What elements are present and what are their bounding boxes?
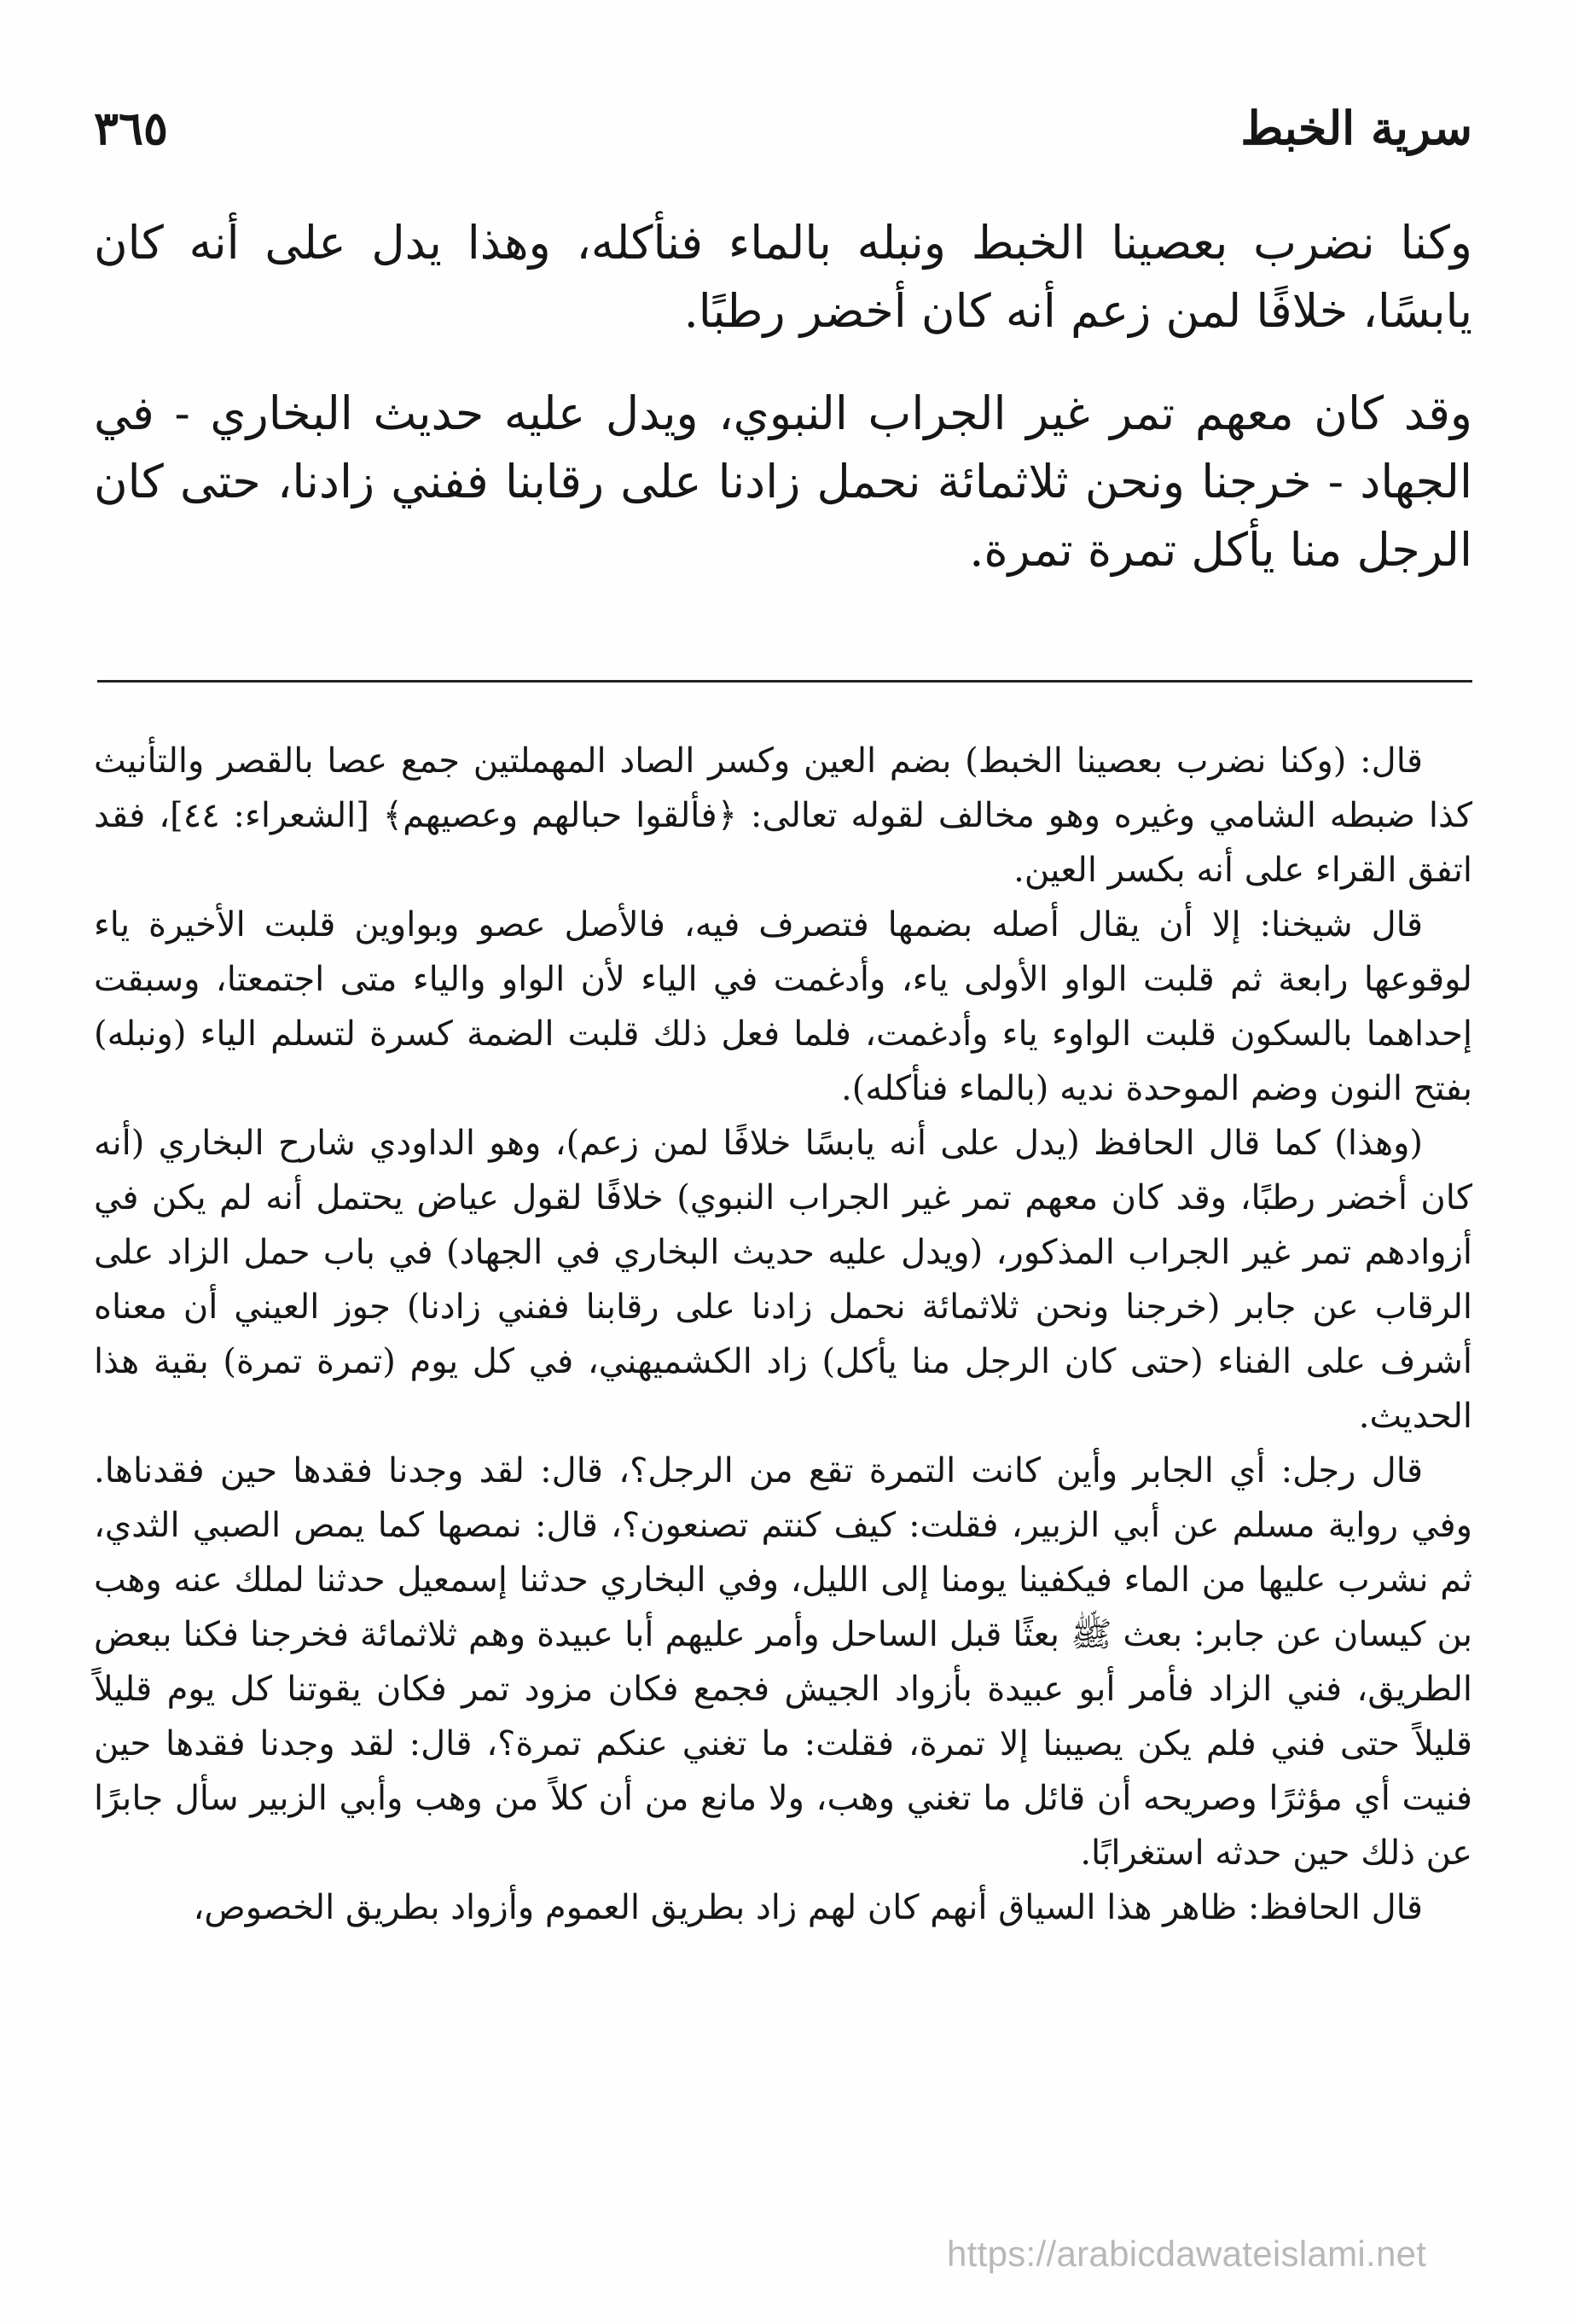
watermark-url: https://arabicdawateislami.net bbox=[947, 2234, 1427, 2274]
commentary-section bbox=[94, 734, 1472, 1935]
commentary-paragraph-2: قال شيخنا: إلا أن يقال أصله بضمها فتصرف فيه، فالأصل عصو وبواوين قلبت الأخيرة ياء لوقوعها رابعة ثم قلبت الواو الأولى ياء، وأدغمت في الياء لأن الواو والياء متى اجتمعتا، وسبقت إحداهما بالسكون قلبت الواوء ياء وأدغمت، فلما فعل ذلك قلبت الضمة كسرة لتسلم الياء (ونبله) بفتح النون وضم الموحدة نديه (بالماء فنأكله). bbox=[94, 905, 1472, 1108]
commentary-paragraph-4: قال رجل: أي الجابر وأين كانت التمرة تقع من الرجل؟، قال: لقد وجدنا فقدها حين فقدناها. وفي رواية مسلم عن أبي الزبير، فقلت: كيف كنتم تصنعون؟، قال: نمصها كما يمص الصبي الثدي، ثم نشرب عليها من الماء فيكفينا يومنا إلى الليل، وفي البخاري حدثنا إسمعيل حدثنا لملك عنه وهب بن كيسان عن جابر: بعث ﷺ بعثًا قبل الساحل وأمر عليهم أبا عبيدة وهم ثلاثمائة فخرجنا فكنا ببعض الطريق، فني الزاد فأمر أبو عبيدة بأزواد الجيش فجمع فكان مزود تمر فكان يقوتنا كل يوم قليلاً قليلاً حتى فني فلم يكن يصيبنا إلا تمرة، فقلت: ما تغني عنكم تمرة؟، قال: لقد وجدنا فقدها حين فنيت أي مؤثرًا وصريحه أن قائل ما تغني وهب، ولا مانع من أن كلاً من وهب وأبي الزبير سأل جابرًا عن ذلك حين حدثه استغرابًا. bbox=[94, 1451, 1473, 1873]
footnote-separator-line bbox=[97, 680, 1472, 683]
page-header bbox=[94, 94, 1472, 171]
running-title: سرية الخبط bbox=[1240, 101, 1472, 155]
main-paragraph-2: وقد كان معهم تمر غير الجراب النبوي، ويدل عليه حديث البخاري - في الجهاد - خرجنا ونحن ثلاثمائة نحمل زادنا على رقابنا ففني زادنا، حتى كان الرجل منا يأكل تمرة تمرة. bbox=[94, 386, 1472, 577]
commentary-paragraph-5: قال الحافظ: ظاهر هذا السياق أنهم كان لهم زاد بطريق العموم وأزواد بطريق الخصوص، bbox=[193, 1888, 1423, 1927]
page-number: ٣٦٥ bbox=[94, 101, 169, 155]
commentary-paragraph-1: قال: (وكنا نضرب بعصينا الخبط) بضم العين وكسر الصاد المهملتين جمع عصا بالقصر والتأنيث كذا ضبطه الشامي وغيره وهو مخالف لقوله تعالى: ﴿فألقوا حبالهم وعصيهم﴾ [الشعراء: ٤٤]، فقد اتفق القراء على أنه بكسر العين. bbox=[94, 741, 1472, 890]
commentary-paragraph-3: (وهذا) كما قال الحافظ (يدل على أنه يابسًا خلافًا لمن زعم)، وهو الداودي شارح البخاري (أنه كان أخضر رطبًا، وقد كان معهم تمر غير الجراب النبوي) خلافًا لقول عياض يحتمل أنه لم يكن في أزوادهم تمر غير الجراب المذكور، (ويدل عليه حديث البخاري في الجهاد) في باب حمل الزاد على الرقاب عن جابر (خرجنا ونحن ثلاثمائة نحمل زادنا على رقابنا ففني زادنا) جوز العيني أن معناه أشرف على الفناء (حتى كان الرجل منا يأكل) زاد الكشميهني، في كل يوم (تمرة تمرة) بقية هذا الحديث. bbox=[94, 1124, 1472, 1436]
main-text bbox=[94, 209, 1472, 584]
main-paragraph-1: وكنا نضرب بعصينا الخبط ونبله بالماء فنأكله، وهذا يدل على أنه كان يابسًا، خلافًا لمن زعم أنه كان أخضر رطبًا. bbox=[94, 216, 1472, 338]
